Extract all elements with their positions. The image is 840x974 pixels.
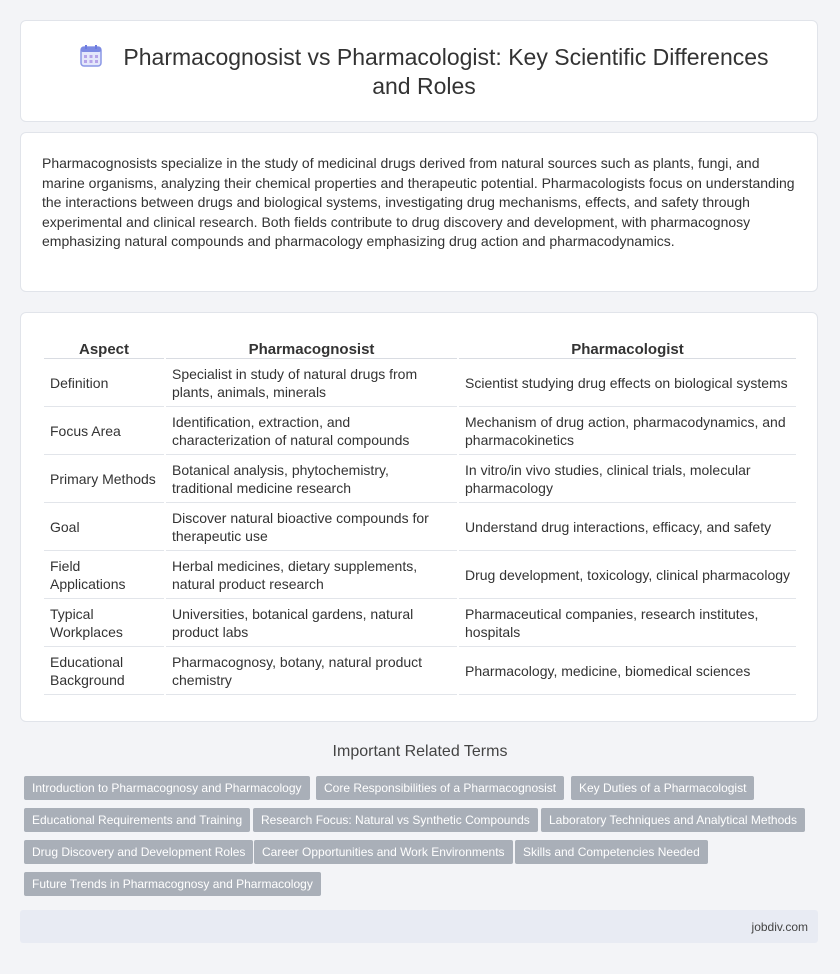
related-term-tag[interactable]: Future Trends in Pharmacognosy and Pharmacology — [24, 872, 321, 896]
table-cell-pharmacognosist: Specialist in study of natural drugs from plants, animals, minerals — [166, 359, 457, 407]
table-cell-pharmacologist: In vitro/in vivo studies, clinical trials, molecular pharmacology — [459, 455, 796, 503]
table-cell-aspect: Goal — [44, 503, 164, 551]
intro-card — [20, 132, 818, 292]
table-row — [44, 551, 796, 599]
table-cell-aspect: Primary Methods — [44, 455, 164, 503]
comparison-table — [42, 334, 798, 695]
table-row — [44, 407, 796, 455]
column-header-pharmacologist: Pharmacologist — [459, 334, 796, 359]
related-term-tag[interactable]: Career Opportunities and Work Environments — [254, 840, 513, 864]
table-row — [44, 455, 796, 503]
related-term-tag[interactable]: Skills and Competencies Needed — [515, 840, 708, 864]
table-row — [44, 503, 796, 551]
table-row — [44, 599, 796, 647]
related-term-tag[interactable]: Introduction to Pharmacognosy and Pharmacology — [24, 776, 310, 800]
table-cell-aspect: Educational Background — [44, 647, 164, 695]
table-cell-pharmacologist: Pharmaceutical companies, research institutes, hospitals — [459, 599, 796, 647]
column-header-pharmacognosist: Pharmacognosist — [166, 334, 457, 359]
related-term-tag[interactable]: Core Responsibilities of a Pharmacognosist — [316, 776, 564, 800]
table-cell-pharmacologist: Scientist studying drug effects on biological systems — [459, 359, 796, 407]
table-cell-pharmacognosist: Identification, extraction, and characterization of natural compounds — [166, 407, 457, 455]
comparison-card — [20, 312, 818, 722]
related-term-tag[interactable]: Drug Discovery and Development Roles — [24, 840, 253, 864]
table-cell-aspect: Typical Workplaces — [44, 599, 164, 647]
table-header-row — [44, 334, 796, 359]
calendar-icon — [79, 44, 103, 68]
table-cell-pharmacognosist: Herbal medicines, dietary supplements, natural product research — [166, 551, 457, 599]
table-cell-pharmacologist: Drug development, toxicology, clinical pharmacology — [459, 551, 796, 599]
related-term-tag[interactable]: Laboratory Techniques and Analytical Methods — [541, 808, 805, 832]
table-cell-aspect: Definition — [44, 359, 164, 407]
table-cell-pharmacognosist: Discover natural bioactive compounds for therapeutic use — [166, 503, 457, 551]
related-term-tag[interactable]: Educational Requirements and Training — [24, 808, 250, 832]
page-title-block — [61, 43, 787, 101]
table-cell-pharmacognosist: Botanical analysis, phytochemistry, traditional medicine research — [166, 455, 457, 503]
column-header-aspect: Aspect — [44, 334, 164, 359]
table-cell-pharmacognosist: Pharmacognosy, botany, natural product chemistry — [166, 647, 457, 695]
page-title: Pharmacognosist vs Pharmacologist: Key Scientific Differences and Roles — [123, 44, 769, 99]
related-terms-title: Important Related Terms — [332, 743, 508, 760]
table-cell-aspect: Focus Area — [44, 407, 164, 455]
table-row — [44, 647, 796, 695]
intro-paragraph: Pharmacognosists specialize in the study of medicinal drugs derived from natural sources such as plants, fungi, and marine organisms, analyzing their chemical properties and therapeutic potential. Pharmacologists focus on understanding the interactions between drugs and biological systems, investigating drug mechanisms, effects, and safety through experimental and clinical research. Both fields contribute to drug discovery and development, with pharmacognosy emphasizing natural compounds and pharmacology emphasizing drug action and pharmacodynamics. — [42, 155, 795, 250]
table-cell-pharmacologist: Understand drug interactions, efficacy, and safety — [459, 503, 796, 551]
table-cell-pharmacologist: Pharmacology, medicine, biomedical sciences — [459, 647, 796, 695]
footer — [20, 910, 818, 943]
table-cell-aspect: Field Applications — [44, 551, 164, 599]
table-row — [44, 359, 796, 407]
footer-site-link[interactable]: jobdiv.com — [751, 920, 808, 934]
table-cell-pharmacologist: Mechanism of drug action, pharmacodynamics, and pharmacokinetics — [459, 407, 796, 455]
related-term-tag[interactable]: Key Duties of a Pharmacologist — [571, 776, 754, 800]
table-cell-pharmacognosist: Universities, botanical gardens, natural product labs — [166, 599, 457, 647]
related-term-tag[interactable]: Research Focus: Natural vs Synthetic Compounds — [253, 808, 538, 832]
title-card — [20, 20, 818, 122]
